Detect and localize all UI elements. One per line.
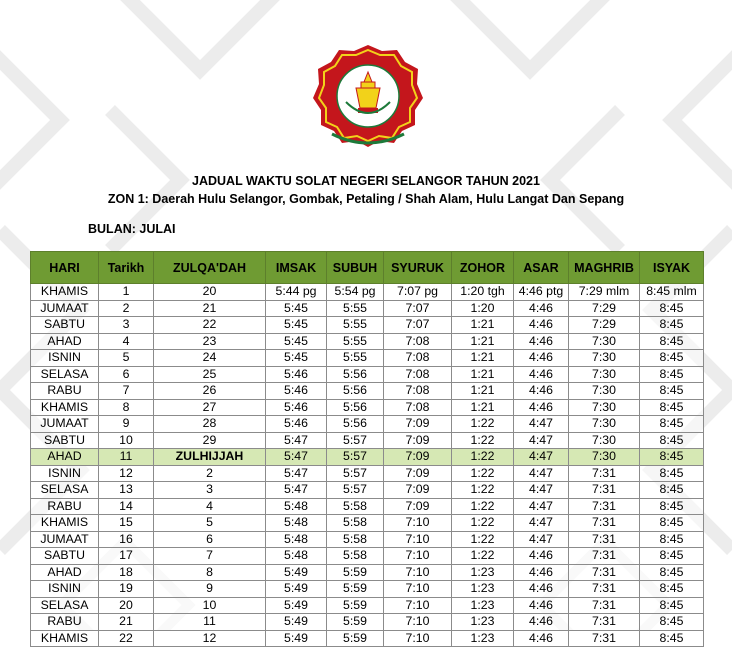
prayer-timetable (30, 251, 704, 647)
hijri-cell: ZULHIJJAH (154, 449, 266, 466)
day-cell: RABU (31, 383, 99, 400)
column-header-hari: HARI (31, 252, 99, 284)
hijri-cell: 21 (154, 300, 266, 317)
asar-cell: 4:47 (514, 515, 569, 532)
zohor-cell: 1:21 (452, 366, 514, 383)
table-row (31, 597, 704, 614)
maghrib-cell: 7:31 (569, 564, 640, 581)
hijri-cell: 10 (154, 597, 266, 614)
asar-cell: 4:46 (514, 614, 569, 631)
imsak-cell: 5:45 (266, 300, 327, 317)
date-cell: 17 (99, 548, 154, 565)
day-cell: SELASA (31, 366, 99, 383)
subuh-cell: 5:58 (327, 515, 384, 532)
isyak-cell: 8:45 (640, 366, 704, 383)
subuh-cell: 5:56 (327, 383, 384, 400)
date-cell: 11 (99, 449, 154, 466)
subuh-cell: 5:56 (327, 399, 384, 416)
date-cell: 15 (99, 515, 154, 532)
subuh-cell: 5:55 (327, 350, 384, 367)
asar-cell: 4:46 (514, 300, 569, 317)
table-row (31, 284, 704, 301)
zohor-cell: 1:21 (452, 333, 514, 350)
hijri-cell: 28 (154, 416, 266, 433)
zohor-cell: 1:22 (452, 449, 514, 466)
maghrib-cell: 7:31 (569, 614, 640, 631)
isyak-cell: 8:45 (640, 482, 704, 499)
day-cell: AHAD (31, 449, 99, 466)
subuh-cell: 5:55 (327, 317, 384, 334)
maghrib-cell: 7:30 (569, 350, 640, 367)
syuruk-cell: 7:07 pg (384, 284, 452, 301)
hijri-cell: 25 (154, 366, 266, 383)
table-row (31, 630, 704, 647)
imsak-cell: 5:48 (266, 515, 327, 532)
syuruk-cell: 7:10 (384, 581, 452, 598)
asar-cell: 4:46 (514, 383, 569, 400)
imsak-cell: 5:44 pg (266, 284, 327, 301)
zohor-cell: 1:21 (452, 350, 514, 367)
day-cell: SABTU (31, 432, 99, 449)
table-row (31, 531, 704, 548)
zohor-cell: 1:21 (452, 317, 514, 334)
isyak-cell: 8:45 (640, 416, 704, 433)
imsak-cell: 5:47 (266, 449, 327, 466)
maghrib-cell: 7:31 (569, 597, 640, 614)
day-cell: JUMAAT (31, 300, 99, 317)
asar-cell: 4:46 ptg (514, 284, 569, 301)
day-cell: KHAMIS (31, 630, 99, 647)
asar-cell: 4:47 (514, 432, 569, 449)
asar-cell: 4:46 (514, 597, 569, 614)
hijri-cell: 5 (154, 515, 266, 532)
day-cell: SELASA (31, 597, 99, 614)
asar-cell: 4:46 (514, 399, 569, 416)
day-cell: RABU (31, 498, 99, 515)
asar-cell: 4:46 (514, 630, 569, 647)
subuh-cell: 5:56 (327, 416, 384, 433)
imsak-cell: 5:49 (266, 597, 327, 614)
imsak-cell: 5:47 (266, 482, 327, 499)
subuh-cell: 5:57 (327, 482, 384, 499)
maghrib-cell: 7:31 (569, 482, 640, 499)
hijri-cell: 4 (154, 498, 266, 515)
date-cell: 3 (99, 317, 154, 334)
zohor-cell: 1:22 (452, 482, 514, 499)
isyak-cell: 8:45 (640, 465, 704, 482)
isyak-cell: 8:45 (640, 399, 704, 416)
date-cell: 8 (99, 399, 154, 416)
subuh-cell: 5:58 (327, 498, 384, 515)
syuruk-cell: 7:09 (384, 465, 452, 482)
date-cell: 20 (99, 597, 154, 614)
subuh-cell: 5:59 (327, 581, 384, 598)
maghrib-cell: 7:30 (569, 333, 640, 350)
table-row (31, 350, 704, 367)
hijri-cell: 22 (154, 317, 266, 334)
date-cell: 22 (99, 630, 154, 647)
subuh-cell: 5:57 (327, 449, 384, 466)
asar-cell: 4:46 (514, 350, 569, 367)
imsak-cell: 5:49 (266, 581, 327, 598)
syuruk-cell: 7:09 (384, 432, 452, 449)
day-cell: ISNIN (31, 465, 99, 482)
table-header-row (31, 252, 704, 284)
syuruk-cell: 7:10 (384, 515, 452, 532)
date-cell: 14 (99, 498, 154, 515)
imsak-cell: 5:48 (266, 548, 327, 565)
syuruk-cell: 7:10 (384, 614, 452, 631)
column-header-asar: ASAR (514, 252, 569, 284)
zohor-cell: 1:22 (452, 465, 514, 482)
date-cell: 7 (99, 383, 154, 400)
column-header-syuruk: SYURUK (384, 252, 452, 284)
imsak-cell: 5:48 (266, 498, 327, 515)
asar-cell: 4:47 (514, 482, 569, 499)
zohor-cell: 1:22 (452, 416, 514, 433)
syuruk-cell: 7:10 (384, 597, 452, 614)
maghrib-cell: 7:31 (569, 548, 640, 565)
day-cell: JUMAAT (31, 416, 99, 433)
day-cell: ISNIN (31, 350, 99, 367)
zohor-cell: 1:20 (452, 300, 514, 317)
subuh-cell: 5:54 pg (327, 284, 384, 301)
maghrib-cell: 7:30 (569, 449, 640, 466)
zohor-cell: 1:23 (452, 630, 514, 647)
asar-cell: 4:47 (514, 465, 569, 482)
isyak-cell: 8:45 (640, 531, 704, 548)
hijri-cell: 23 (154, 333, 266, 350)
zohor-cell: 1:23 (452, 597, 514, 614)
table-row (31, 581, 704, 598)
column-header-imsak: IMSAK (266, 252, 327, 284)
day-cell: KHAMIS (31, 399, 99, 416)
zohor-cell: 1:23 (452, 564, 514, 581)
maghrib-cell: 7:31 (569, 465, 640, 482)
maghrib-cell: 7:31 (569, 531, 640, 548)
maghrib-cell: 7:31 (569, 515, 640, 532)
imsak-cell: 5:45 (266, 317, 327, 334)
mufti-selangor-logo (312, 42, 424, 148)
subuh-cell: 5:57 (327, 465, 384, 482)
syuruk-cell: 7:08 (384, 399, 452, 416)
imsak-cell: 5:47 (266, 465, 327, 482)
syuruk-cell: 7:09 (384, 416, 452, 433)
isyak-cell: 8:45 mlm (640, 284, 704, 301)
isyak-cell: 8:45 (640, 564, 704, 581)
day-cell: JUMAAT (31, 531, 99, 548)
hijri-cell: 2 (154, 465, 266, 482)
syuruk-cell: 7:07 (384, 317, 452, 334)
maghrib-cell: 7:30 (569, 383, 640, 400)
table-row (31, 399, 704, 416)
date-cell: 6 (99, 366, 154, 383)
subuh-cell: 5:59 (327, 630, 384, 647)
date-cell: 10 (99, 432, 154, 449)
zohor-cell: 1:20 tgh (452, 284, 514, 301)
maghrib-cell: 7:31 (569, 581, 640, 598)
subuh-cell: 5:55 (327, 333, 384, 350)
table-row (31, 465, 704, 482)
isyak-cell: 8:45 (640, 515, 704, 532)
maghrib-cell: 7:31 (569, 498, 640, 515)
date-cell: 18 (99, 564, 154, 581)
imsak-cell: 5:46 (266, 416, 327, 433)
isyak-cell: 8:45 (640, 614, 704, 631)
zohor-cell: 1:21 (452, 399, 514, 416)
table-row (31, 300, 704, 317)
syuruk-cell: 7:08 (384, 333, 452, 350)
hijri-cell: 27 (154, 399, 266, 416)
maghrib-cell: 7:29 (569, 300, 640, 317)
subuh-cell: 5:57 (327, 432, 384, 449)
asar-cell: 4:46 (514, 564, 569, 581)
asar-cell: 4:46 (514, 366, 569, 383)
isyak-cell: 8:45 (640, 630, 704, 647)
isyak-cell: 8:45 (640, 548, 704, 565)
asar-cell: 4:47 (514, 449, 569, 466)
isyak-cell: 8:45 (640, 317, 704, 334)
maghrib-cell: 7:30 (569, 366, 640, 383)
table-row (31, 416, 704, 433)
asar-cell: 4:46 (514, 581, 569, 598)
imsak-cell: 5:47 (266, 432, 327, 449)
table-row (31, 482, 704, 499)
date-cell: 21 (99, 614, 154, 631)
day-cell: AHAD (31, 564, 99, 581)
column-header-tarikh: Tarikh (99, 252, 154, 284)
syuruk-cell: 7:09 (384, 449, 452, 466)
table-row (31, 333, 704, 350)
column-header-maghrib: MAGHRIB (569, 252, 640, 284)
imsak-cell: 5:46 (266, 383, 327, 400)
syuruk-cell: 7:07 (384, 300, 452, 317)
day-cell: KHAMIS (31, 515, 99, 532)
date-cell: 5 (99, 350, 154, 367)
imsak-cell: 5:45 (266, 350, 327, 367)
syuruk-cell: 7:09 (384, 498, 452, 515)
document-title: JADUAL WAKTU SOLAT NEGERI SELANGOR TAHUN 2021 (192, 174, 540, 188)
syuruk-cell: 7:08 (384, 350, 452, 367)
table-row (31, 564, 704, 581)
maghrib-cell: 7:29 (569, 317, 640, 334)
syuruk-cell: 7:10 (384, 531, 452, 548)
day-cell: AHAD (31, 333, 99, 350)
table-row (31, 498, 704, 515)
syuruk-cell: 7:08 (384, 383, 452, 400)
hijri-cell: 24 (154, 350, 266, 367)
asar-cell: 4:47 (514, 531, 569, 548)
isyak-cell: 8:45 (640, 449, 704, 466)
isyak-cell: 8:45 (640, 597, 704, 614)
zohor-cell: 1:22 (452, 498, 514, 515)
column-header-isyak: ISYAK (640, 252, 704, 284)
isyak-cell: 8:45 (640, 333, 704, 350)
zohor-cell: 1:23 (452, 581, 514, 598)
column-header-subuh: SUBUH (327, 252, 384, 284)
imsak-cell: 5:49 (266, 614, 327, 631)
syuruk-cell: 7:10 (384, 564, 452, 581)
syuruk-cell: 7:09 (384, 482, 452, 499)
zohor-cell: 1:21 (452, 383, 514, 400)
month-label: BULAN: JULAI (88, 222, 176, 236)
isyak-cell: 8:45 (640, 498, 704, 515)
asar-cell: 4:46 (514, 548, 569, 565)
subuh-cell: 5:58 (327, 531, 384, 548)
subuh-cell: 5:55 (327, 300, 384, 317)
syuruk-cell: 7:10 (384, 630, 452, 647)
syuruk-cell: 7:10 (384, 548, 452, 565)
date-cell: 16 (99, 531, 154, 548)
imsak-cell: 5:45 (266, 333, 327, 350)
isyak-cell: 8:45 (640, 432, 704, 449)
table-row (31, 366, 704, 383)
date-cell: 19 (99, 581, 154, 598)
zone-subtitle: ZON 1: Daerah Hulu Selangor, Gombak, Petaling / Shah Alam, Hulu Langat Dan Sepang (107, 192, 625, 206)
table-row (31, 432, 704, 449)
zohor-cell: 1:22 (452, 515, 514, 532)
isyak-cell: 8:45 (640, 300, 704, 317)
date-cell: 12 (99, 465, 154, 482)
hijri-cell: 6 (154, 531, 266, 548)
date-cell: 13 (99, 482, 154, 499)
table-row (31, 317, 704, 334)
subuh-cell: 5:58 (327, 548, 384, 565)
day-cell: SABTU (31, 548, 99, 565)
hijri-cell: 8 (154, 564, 266, 581)
maghrib-cell: 7:30 (569, 399, 640, 416)
table-row (31, 548, 704, 565)
hijri-cell: 12 (154, 630, 266, 647)
isyak-cell: 8:45 (640, 581, 704, 598)
zohor-cell: 1:22 (452, 432, 514, 449)
table-row (31, 383, 704, 400)
column-header-zohor: ZOHOR (452, 252, 514, 284)
imsak-cell: 5:46 (266, 366, 327, 383)
hijri-cell: 29 (154, 432, 266, 449)
day-cell: SABTU (31, 317, 99, 334)
imsak-cell: 5:46 (266, 399, 327, 416)
subuh-cell: 5:56 (327, 366, 384, 383)
maghrib-cell: 7:31 (569, 630, 640, 647)
isyak-cell: 8:45 (640, 383, 704, 400)
hijri-cell: 3 (154, 482, 266, 499)
date-cell: 4 (99, 333, 154, 350)
imsak-cell: 5:48 (266, 531, 327, 548)
date-cell: 9 (99, 416, 154, 433)
day-cell: SELASA (31, 482, 99, 499)
hijri-cell: 20 (154, 284, 266, 301)
column-header-hijri-month: ZULQA'DAH (154, 252, 266, 284)
asar-cell: 4:47 (514, 416, 569, 433)
hijri-cell: 11 (154, 614, 266, 631)
zohor-cell: 1:23 (452, 614, 514, 631)
hijri-cell: 9 (154, 581, 266, 598)
table-row (31, 614, 704, 631)
day-cell: KHAMIS (31, 284, 99, 301)
subuh-cell: 5:59 (327, 564, 384, 581)
table-row (31, 515, 704, 532)
subuh-cell: 5:59 (327, 614, 384, 631)
hijri-cell: 7 (154, 548, 266, 565)
syuruk-cell: 7:08 (384, 366, 452, 383)
asar-cell: 4:46 (514, 317, 569, 334)
table-row-highlighted (31, 449, 704, 466)
table-body (31, 284, 704, 647)
day-cell: ISNIN (31, 581, 99, 598)
zohor-cell: 1:22 (452, 531, 514, 548)
maghrib-cell: 7:30 (569, 432, 640, 449)
date-cell: 1 (99, 284, 154, 301)
asar-cell: 4:46 (514, 333, 569, 350)
maghrib-cell: 7:29 mlm (569, 284, 640, 301)
maghrib-cell: 7:30 (569, 416, 640, 433)
zohor-cell: 1:22 (452, 548, 514, 565)
imsak-cell: 5:49 (266, 564, 327, 581)
asar-cell: 4:47 (514, 498, 569, 515)
day-cell: RABU (31, 614, 99, 631)
isyak-cell: 8:45 (640, 350, 704, 367)
date-cell: 2 (99, 300, 154, 317)
hijri-cell: 26 (154, 383, 266, 400)
imsak-cell: 5:49 (266, 630, 327, 647)
subuh-cell: 5:59 (327, 597, 384, 614)
